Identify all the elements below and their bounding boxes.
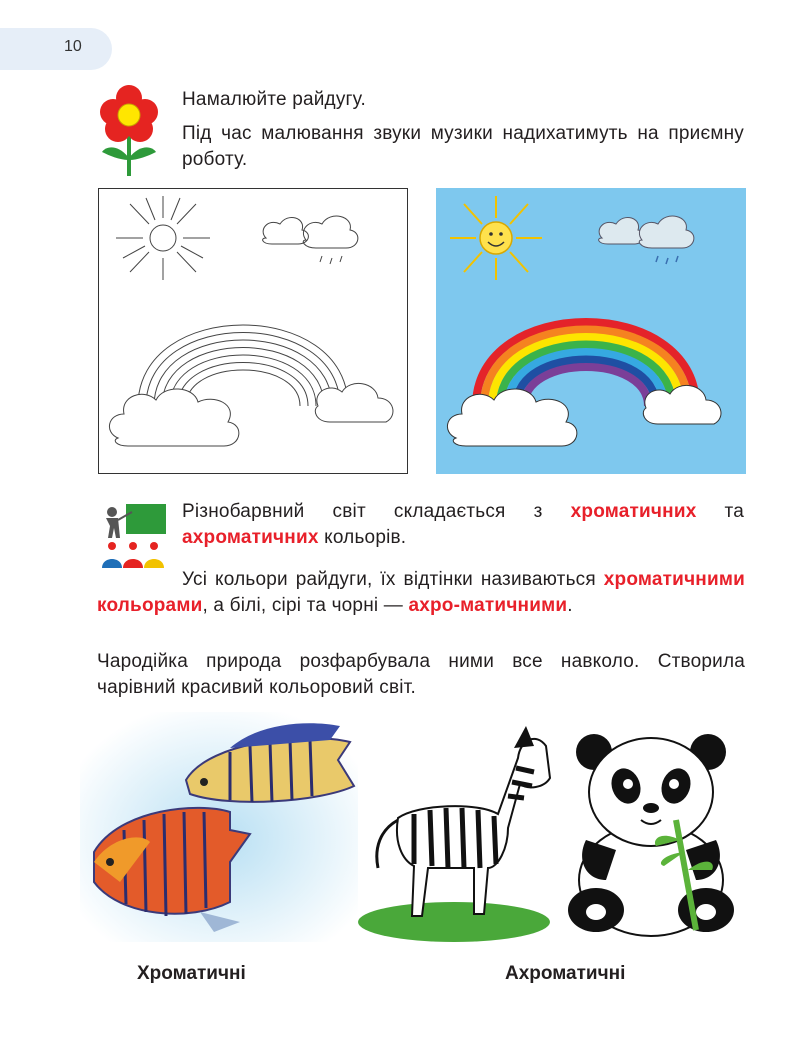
term-achromatic-colors-part1: ахро- (408, 595, 461, 616)
term-achromatic: ахроматичних (182, 527, 319, 548)
term-chromatic: хроматичних (570, 501, 697, 522)
nature-paragraph: Чародійка природа розфарбувала ними все навколо. Створила чарівний красивий кольоровий світ. (97, 651, 745, 698)
panda-picture (556, 730, 746, 942)
task-line-2: Під час малювання звуки музики надихатимуть на приємну роботу. (182, 123, 744, 170)
rainbow-color-drawing (436, 188, 746, 474)
page-number-tab (0, 28, 112, 70)
caption-chromatic: Хроматичні (137, 963, 246, 984)
tropical-fish-picture (80, 712, 358, 942)
teacher-class-icon (98, 502, 168, 570)
page-number: 10 (64, 38, 82, 55)
theory-paragraph-1: Різнобарвний світ складається з хроматичних та ахроматичних кольорів. (182, 501, 745, 548)
zebra-picture (358, 718, 554, 942)
term-achromatic-colors-part2: матичними (460, 595, 568, 616)
theory-paragraph-2: Усі кольори райдуги, їх відтінки називаються хроматичними кольорами, а білі, сірі та чорні — ахро-матичними. (97, 569, 745, 616)
rainbow-outline-drawing (98, 188, 408, 474)
task-line-1: Намалюйте райдугу. (182, 89, 366, 110)
flower-icon (98, 84, 160, 178)
term-chromatic-colors: хроматичними кольорами (97, 569, 745, 616)
caption-achromatic: Ахроматичні (505, 963, 626, 984)
